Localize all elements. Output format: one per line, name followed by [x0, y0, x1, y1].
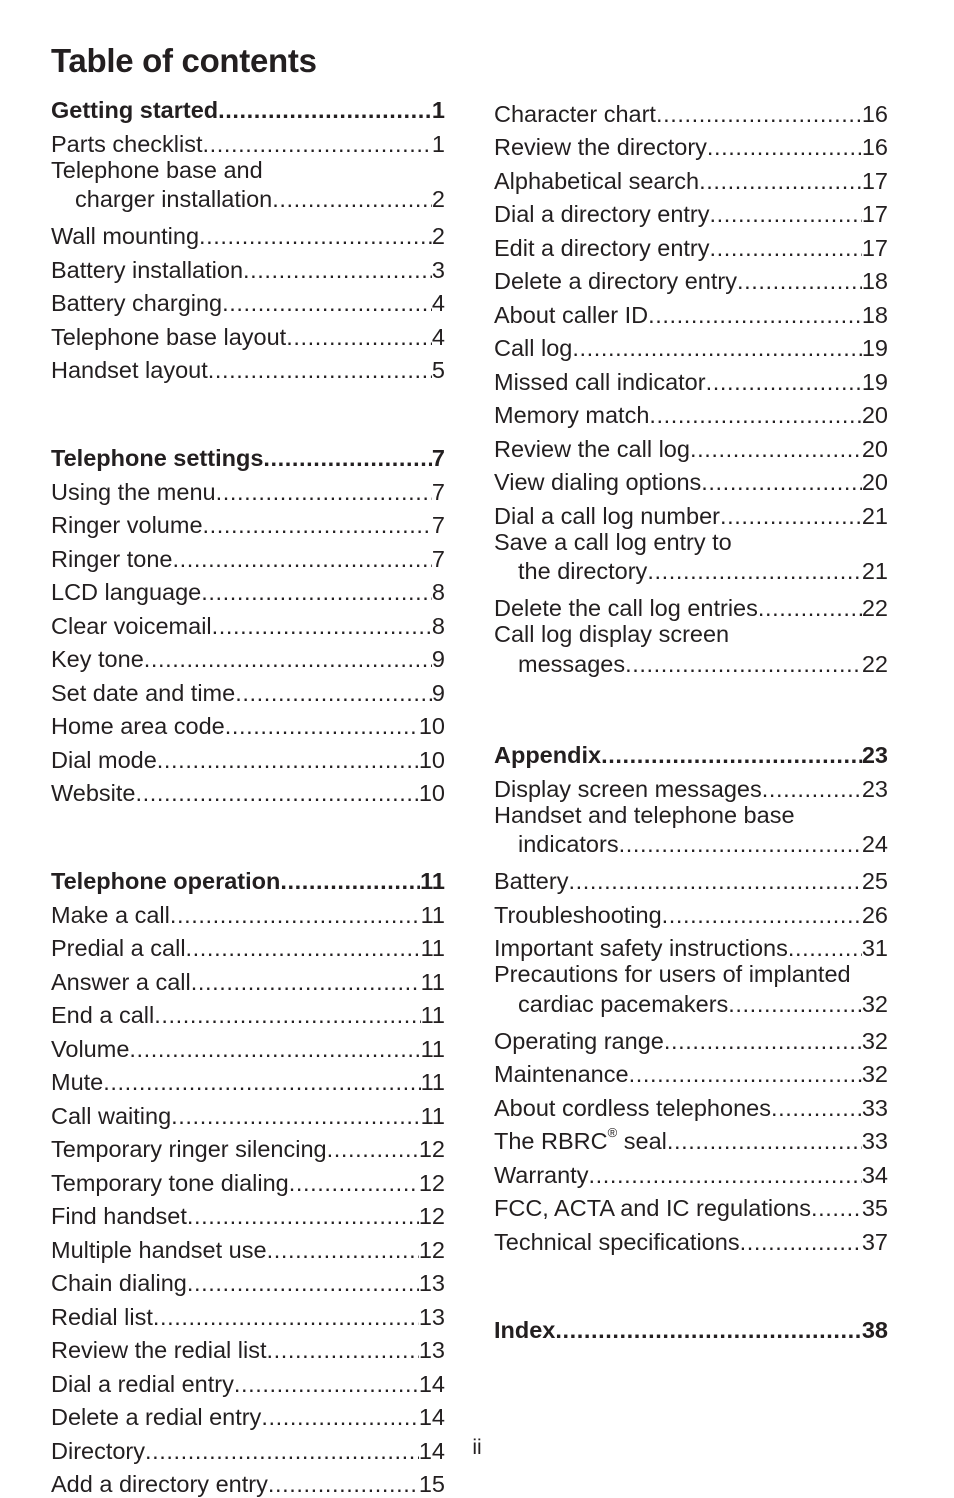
- toc-entry[interactable]: [51, 471, 445, 505]
- toc-entry[interactable]: [494, 928, 888, 962]
- toc-page-number: 11: [420, 901, 445, 928]
- toc-entry[interactable]: [51, 995, 445, 1029]
- toc-entry[interactable]: [494, 127, 888, 161]
- toc-entry-label: Answer a call: [51, 968, 191, 995]
- dot-leader: [690, 436, 862, 462]
- dot-leader: [762, 776, 862, 802]
- toc-entry[interactable]: [494, 1087, 888, 1121]
- dot-leader: [286, 324, 432, 350]
- toc-page-number: 12: [418, 1169, 445, 1196]
- toc-entry-label: Missed call indicator: [494, 368, 706, 395]
- toc-page-number: 5: [431, 357, 445, 383]
- toc-entry[interactable]: [494, 861, 888, 895]
- toc-entry[interactable]: [51, 538, 445, 572]
- dot-leader: [720, 503, 862, 529]
- toc-entry[interactable]: [51, 216, 445, 250]
- dot-leader: [710, 201, 862, 227]
- toc-entry-label: Key tone: [51, 646, 144, 672]
- dot-leader: [267, 1237, 419, 1263]
- toc-section-heading[interactable]: [51, 93, 445, 123]
- toc-entry-label: Memory match: [494, 402, 650, 428]
- toc-entry-label: Ringer volume: [51, 512, 203, 538]
- toc-entry[interactable]: [494, 93, 888, 127]
- toc-entry-label: Call log: [494, 335, 573, 361]
- toc-entry[interactable]: [494, 1154, 888, 1188]
- toc-entry-label: Dial a call log number: [494, 502, 720, 529]
- toc-page-number: 8: [431, 579, 445, 605]
- toc-entry-label: LCD language: [51, 579, 202, 605]
- dot-leader: [235, 680, 432, 706]
- toc-entry-label-continued: the directory: [518, 558, 648, 584]
- toc-entry[interactable]: [51, 1330, 445, 1364]
- dot-leader: [649, 402, 861, 428]
- toc-page-number: 14: [418, 1404, 445, 1430]
- toc-entry[interactable]: [51, 1095, 445, 1129]
- toc-entry-label-continued: messages: [518, 650, 626, 677]
- toc-entry[interactable]: [494, 462, 888, 496]
- toc-page-number: 11: [420, 935, 445, 961]
- toc-page-number: 4: [431, 323, 445, 350]
- toc-entry-label: Maintenance: [494, 1061, 629, 1087]
- page-number: ii: [472, 1436, 482, 1459]
- toc-entry[interactable]: [494, 529, 888, 588]
- dot-leader: [173, 546, 432, 572]
- dot-leader: [706, 369, 862, 395]
- dot-leader: [201, 579, 432, 605]
- toc-page-number: 2: [431, 186, 445, 212]
- toc-entry-label: Using the menu: [51, 478, 216, 505]
- toc-entry-label: Make a call: [51, 901, 170, 928]
- toc-entry[interactable]: [51, 1062, 445, 1096]
- toc-entry[interactable]: [51, 706, 445, 740]
- toc-entry[interactable]: [51, 928, 445, 962]
- dot-leader: [170, 902, 421, 928]
- toc-entry-label: Mute: [51, 1069, 104, 1095]
- toc-entry-label: Add a directory entry: [51, 1471, 268, 1497]
- toc-entry[interactable]: [51, 639, 445, 673]
- dot-leader: [263, 445, 432, 471]
- dot-leader: [234, 1371, 419, 1397]
- dot-leader: [216, 479, 432, 505]
- dot-leader: [289, 1170, 419, 1196]
- dot-leader: [707, 134, 862, 160]
- toc-entry-label: Handset and telephone base: [494, 801, 795, 828]
- toc-entry[interactable]: [51, 316, 445, 350]
- toc-section-heading[interactable]: [494, 1255, 888, 1343]
- toc-entry[interactable]: [494, 768, 888, 802]
- toc-entry-label: Wall mounting: [51, 223, 200, 249]
- toc-entry-label: Temporary tone dialing: [51, 1169, 289, 1196]
- toc-entry[interactable]: [494, 1121, 888, 1155]
- dot-leader: [135, 780, 418, 806]
- dot-leader: [588, 1162, 861, 1188]
- toc-page-number: 17: [861, 201, 888, 227]
- toc-entry[interactable]: [51, 1397, 445, 1431]
- toc-page-number: 32: [861, 1027, 888, 1054]
- dot-leader: [758, 595, 862, 621]
- toc-page-number: 11: [420, 1069, 445, 1095]
- toc-entry-label: Ringer tone: [51, 545, 173, 572]
- toc-entry[interactable]: [494, 894, 888, 928]
- dot-leader: [222, 290, 432, 316]
- toc-entry-label: Dial a directory entry: [494, 201, 710, 227]
- toc-entry-label: End a call: [51, 1002, 155, 1028]
- dot-leader: [280, 868, 420, 894]
- toc-page-number: 33: [861, 1094, 888, 1121]
- toc-page-number: 19: [861, 368, 888, 395]
- toc-entry-label: Telephone base layout: [51, 323, 287, 350]
- toc-section-heading-label: Index: [494, 1316, 556, 1343]
- toc-entry[interactable]: [51, 572, 445, 606]
- dot-leader: [629, 1061, 862, 1087]
- toc-section-heading-label: Appendix: [494, 742, 602, 768]
- toc-entry-label: Predial a call: [51, 935, 186, 961]
- toc-entry[interactable]: [494, 621, 888, 680]
- toc-page-number: 14: [418, 1437, 445, 1464]
- toc-entry[interactable]: [494, 160, 888, 194]
- dot-leader: [656, 101, 862, 127]
- toc-entry-label: Parts checklist: [51, 130, 203, 157]
- toc-entry[interactable]: [51, 894, 445, 928]
- toc-page-number: 7: [431, 445, 445, 471]
- toc-entry-label: Temporary ringer silencing: [51, 1136, 327, 1162]
- toc-entry-label: Redial list: [51, 1303, 153, 1330]
- dot-leader: [129, 1036, 420, 1062]
- toc-entry-label: Delete a redial entry: [51, 1404, 262, 1430]
- toc-entry-label: Chain dialing: [51, 1270, 187, 1296]
- toc-page-number: 23: [861, 742, 888, 768]
- toc-entry-label: Directory: [51, 1437, 146, 1464]
- dot-leader: [710, 235, 862, 261]
- dot-leader: [218, 97, 432, 123]
- toc-page-number: 11: [420, 868, 445, 894]
- toc-entry-label: Volume: [51, 1035, 130, 1062]
- dot-leader: [667, 1128, 862, 1154]
- toc-entry-continuation: [494, 651, 888, 677]
- toc-page-number: 20: [861, 435, 888, 462]
- toc-entry[interactable]: [494, 1020, 888, 1054]
- toc-page-number: 10: [418, 746, 445, 773]
- dot-leader: [268, 1471, 419, 1497]
- toc-entry[interactable]: [494, 495, 888, 529]
- toc-page-number: 11: [420, 1035, 445, 1062]
- dot-leader: [261, 1404, 419, 1430]
- toc-entry-label: About caller ID: [494, 301, 649, 328]
- toc-entry-label: About cordless telephones: [494, 1094, 771, 1121]
- toc-page-number: 9: [431, 679, 445, 706]
- toc-page-number: 3: [431, 256, 445, 283]
- toc-page-number: 37: [861, 1228, 888, 1255]
- toc-entry[interactable]: [51, 1363, 445, 1397]
- toc-page-number: 11: [420, 1102, 445, 1129]
- toc-entry-label: Telephone base and: [51, 156, 263, 183]
- toc-page-number: 16: [861, 100, 888, 127]
- toc-entry-label-continued: cardiac pacemakers: [518, 990, 729, 1017]
- dot-leader: [208, 357, 432, 383]
- dot-leader: [203, 512, 432, 538]
- toc-page-number: 38: [861, 1316, 888, 1343]
- toc-entry[interactable]: [494, 395, 888, 429]
- toc-page-number: 7: [431, 545, 445, 572]
- toc-entry[interactable]: [51, 157, 445, 216]
- toc-entry[interactable]: [494, 261, 888, 295]
- toc-entry-label: Home area code: [51, 713, 225, 739]
- dot-leader: [267, 1337, 419, 1363]
- toc-section-heading-label: Telephone operation: [51, 868, 281, 894]
- dot-leader: [186, 935, 421, 961]
- toc-page-number: 10: [418, 713, 445, 739]
- toc-page-number: 1: [431, 97, 445, 123]
- toc-entry[interactable]: [51, 1263, 445, 1297]
- toc-section-heading[interactable]: [51, 383, 445, 471]
- dot-leader: [811, 1195, 862, 1221]
- toc-entry[interactable]: [51, 739, 445, 773]
- dot-leader: [154, 1002, 420, 1028]
- dot-leader: [225, 713, 419, 739]
- dot-leader: [272, 186, 432, 212]
- toc-section-heading[interactable]: [494, 680, 888, 768]
- toc-page-number: 21: [861, 502, 888, 529]
- toc-entry-label: View dialing options: [494, 469, 702, 495]
- dot-leader: [568, 868, 861, 894]
- toc-page-number: 12: [418, 1236, 445, 1263]
- toc-page-number: 18: [861, 268, 888, 294]
- toc-entry[interactable]: [51, 961, 445, 995]
- toc-entry-continuation: [494, 831, 888, 857]
- toc-entry-label: Call log display screen: [494, 621, 730, 647]
- toc-page-number: 8: [431, 612, 445, 639]
- toc-entry-label: Dial mode: [51, 746, 157, 773]
- toc-page-number: 31: [861, 935, 888, 961]
- toc-page-number: 21: [861, 558, 888, 584]
- toc-entry[interactable]: [51, 350, 445, 384]
- toc-entry-label: Review the redial list: [51, 1337, 267, 1363]
- toc-entry-label: Edit a directory entry: [494, 234, 710, 261]
- toc-entry-label: Battery: [494, 868, 569, 894]
- toc-page-number: 10: [418, 780, 445, 806]
- toc-entry-label: Warranty: [494, 1161, 589, 1188]
- toc-section-heading[interactable]: [51, 806, 445, 894]
- dot-leader: [187, 1270, 419, 1296]
- toc-page-number: 34: [861, 1161, 888, 1188]
- toc-entry-label: Delete a directory entry: [494, 268, 737, 294]
- toc-entry-label: Call waiting: [51, 1102, 172, 1129]
- toc-entry-label: Handset layout: [51, 357, 208, 383]
- dot-leader: [555, 1317, 861, 1343]
- dot-leader: [647, 558, 862, 584]
- toc-page-number: 32: [861, 1061, 888, 1087]
- dot-leader: [664, 1028, 862, 1054]
- dot-leader: [572, 335, 861, 361]
- dot-leader: [788, 935, 862, 961]
- toc-entry[interactable]: [494, 328, 888, 362]
- toc-page-number: 22: [861, 595, 888, 621]
- dot-leader: [103, 1069, 420, 1095]
- dot-leader: [212, 613, 432, 639]
- toc-entry-label-continued: charger installation: [75, 186, 273, 212]
- toc-page-number: 17: [861, 234, 888, 261]
- toc-entry-label: Display screen messages: [494, 775, 762, 802]
- toc-page-number: 18: [861, 301, 888, 328]
- toc-entry-label: Clear voicemail: [51, 612, 212, 639]
- toc-page-number: 19: [861, 335, 888, 361]
- toc-section-heading-label: Telephone settings: [51, 445, 264, 471]
- toc-entry[interactable]: [494, 1054, 888, 1088]
- toc-page-number: 11: [420, 1002, 445, 1028]
- toc-entry-label: Precautions for users of implanted: [494, 961, 851, 987]
- toc-entry[interactable]: [494, 294, 888, 328]
- toc-entry[interactable]: [51, 605, 445, 639]
- toc-page-number: 33: [861, 1128, 888, 1154]
- toc-entry-continuation: [494, 991, 888, 1017]
- toc-page-number: 22: [861, 650, 888, 677]
- dot-leader: [187, 1203, 419, 1229]
- toc-entry[interactable]: [494, 802, 888, 861]
- toc-entry-label: Operating range: [494, 1027, 664, 1054]
- dot-leader: [771, 1095, 862, 1121]
- toc-entry-label: Dial a redial entry: [51, 1370, 234, 1397]
- toc-entry-label: Important safety instructions: [494, 935, 788, 961]
- dot-leader: [191, 969, 421, 995]
- toc-entry-label: Multiple handset use: [51, 1236, 267, 1263]
- toc-entry[interactable]: [494, 588, 888, 622]
- toc-entry[interactable]: [494, 1188, 888, 1222]
- toc-entry[interactable]: [51, 773, 445, 807]
- toc-column-left: [51, 93, 445, 1497]
- dot-leader: [157, 747, 419, 773]
- toc-entry[interactable]: [494, 428, 888, 462]
- dot-leader: [171, 1103, 420, 1129]
- toc-entry-label: Review the directory: [494, 134, 707, 160]
- toc-page-number: 7: [431, 478, 445, 505]
- toc-entry[interactable]: [494, 227, 888, 261]
- toc-entry[interactable]: [51, 1129, 445, 1163]
- toc-page-number: 11: [420, 968, 445, 995]
- dot-leader: [740, 1229, 862, 1255]
- dot-leader: [648, 302, 862, 328]
- toc-entry[interactable]: [51, 1296, 445, 1330]
- toc-entry-label: The RBRC® seal: [494, 1125, 667, 1154]
- toc-entry[interactable]: [494, 1221, 888, 1255]
- toc-entry-label: Character chart: [494, 100, 656, 127]
- toc-entry-label: Website: [51, 780, 136, 806]
- toc-entry-label: Review the call log: [494, 435, 690, 462]
- toc-entry-continuation: [51, 186, 445, 212]
- dot-leader: [662, 902, 862, 928]
- toc-entry[interactable]: [51, 1229, 445, 1263]
- toc-entry[interactable]: [494, 194, 888, 228]
- toc-entry[interactable]: [51, 283, 445, 317]
- dot-leader: [243, 257, 432, 283]
- toc-page-number: 26: [861, 901, 888, 928]
- toc-page-number: 13: [418, 1303, 445, 1330]
- dot-leader: [737, 268, 862, 294]
- toc-page-number: 25: [861, 868, 888, 894]
- toc-entry-label: FCC, ACTA and IC regulations: [494, 1195, 811, 1221]
- toc-entry-label: Save a call log entry to: [494, 528, 732, 555]
- dot-leader: [601, 742, 862, 768]
- toc-entry-label: Troubleshooting: [494, 901, 662, 928]
- toc-entry-label-continued: indicators: [518, 831, 619, 857]
- dot-leader: [728, 991, 862, 1017]
- toc-entry[interactable]: [51, 505, 445, 539]
- toc-entry[interactable]: [51, 1162, 445, 1196]
- dot-leader: [144, 646, 432, 672]
- dot-leader: [199, 223, 432, 249]
- toc-page-number: 24: [861, 831, 888, 857]
- toc-page-number: 1: [431, 130, 445, 157]
- toc-entry[interactable]: [51, 1464, 445, 1498]
- toc-entry[interactable]: [51, 123, 445, 157]
- toc-page-number: 9: [431, 646, 445, 672]
- toc-page-number: 35: [861, 1195, 888, 1221]
- toc-entry[interactable]: [494, 961, 888, 1020]
- toc-page-number: 12: [418, 1136, 445, 1162]
- toc-page-number: 7: [431, 512, 445, 538]
- toc-page-number: 17: [861, 167, 888, 194]
- toc-entry-label: Battery charging: [51, 290, 223, 316]
- toc-section-heading-label: Getting started: [51, 97, 219, 123]
- toc-page-number: 4: [431, 290, 445, 316]
- toc-entry-label: Set date and time: [51, 679, 236, 706]
- toc-page-number: 15: [418, 1471, 445, 1497]
- toc-entry-continuation: [494, 558, 888, 584]
- toc-page-number: 14: [418, 1370, 445, 1397]
- toc-entry-label: Battery installation: [51, 256, 244, 283]
- toc-entry[interactable]: [51, 249, 445, 283]
- dot-leader: [701, 469, 862, 495]
- toc-entry-label: Delete the call log entries: [494, 595, 758, 621]
- toc-entry[interactable]: [51, 672, 445, 706]
- toc-entry-label: Technical specifications: [494, 1228, 740, 1255]
- toc-page-number: 32: [861, 990, 888, 1017]
- dot-leader: [203, 131, 432, 157]
- toc-page-number: 20: [861, 402, 888, 428]
- toc-entry-label: Find handset: [51, 1203, 187, 1229]
- toc-page-number: 23: [861, 775, 888, 802]
- toc-entry[interactable]: [51, 1028, 445, 1062]
- toc-entry-label: Alphabetical search: [494, 167, 700, 194]
- dot-leader: [327, 1136, 419, 1162]
- toc-column-right: [494, 93, 888, 1343]
- dot-leader: [625, 651, 862, 677]
- toc-entry[interactable]: [51, 1196, 445, 1230]
- toc-page-number: 12: [418, 1203, 445, 1229]
- toc-page-number: 13: [418, 1270, 445, 1296]
- toc-page-number: 20: [861, 469, 888, 495]
- toc-page-number: 2: [431, 223, 445, 249]
- page-title: Table of contents: [51, 42, 317, 79]
- dot-leader: [699, 168, 862, 194]
- dot-leader: [619, 831, 862, 857]
- toc-page-number: 13: [418, 1337, 445, 1363]
- toc-page-number: 16: [861, 134, 888, 160]
- dot-leader: [153, 1304, 419, 1330]
- toc-entry[interactable]: [494, 361, 888, 395]
